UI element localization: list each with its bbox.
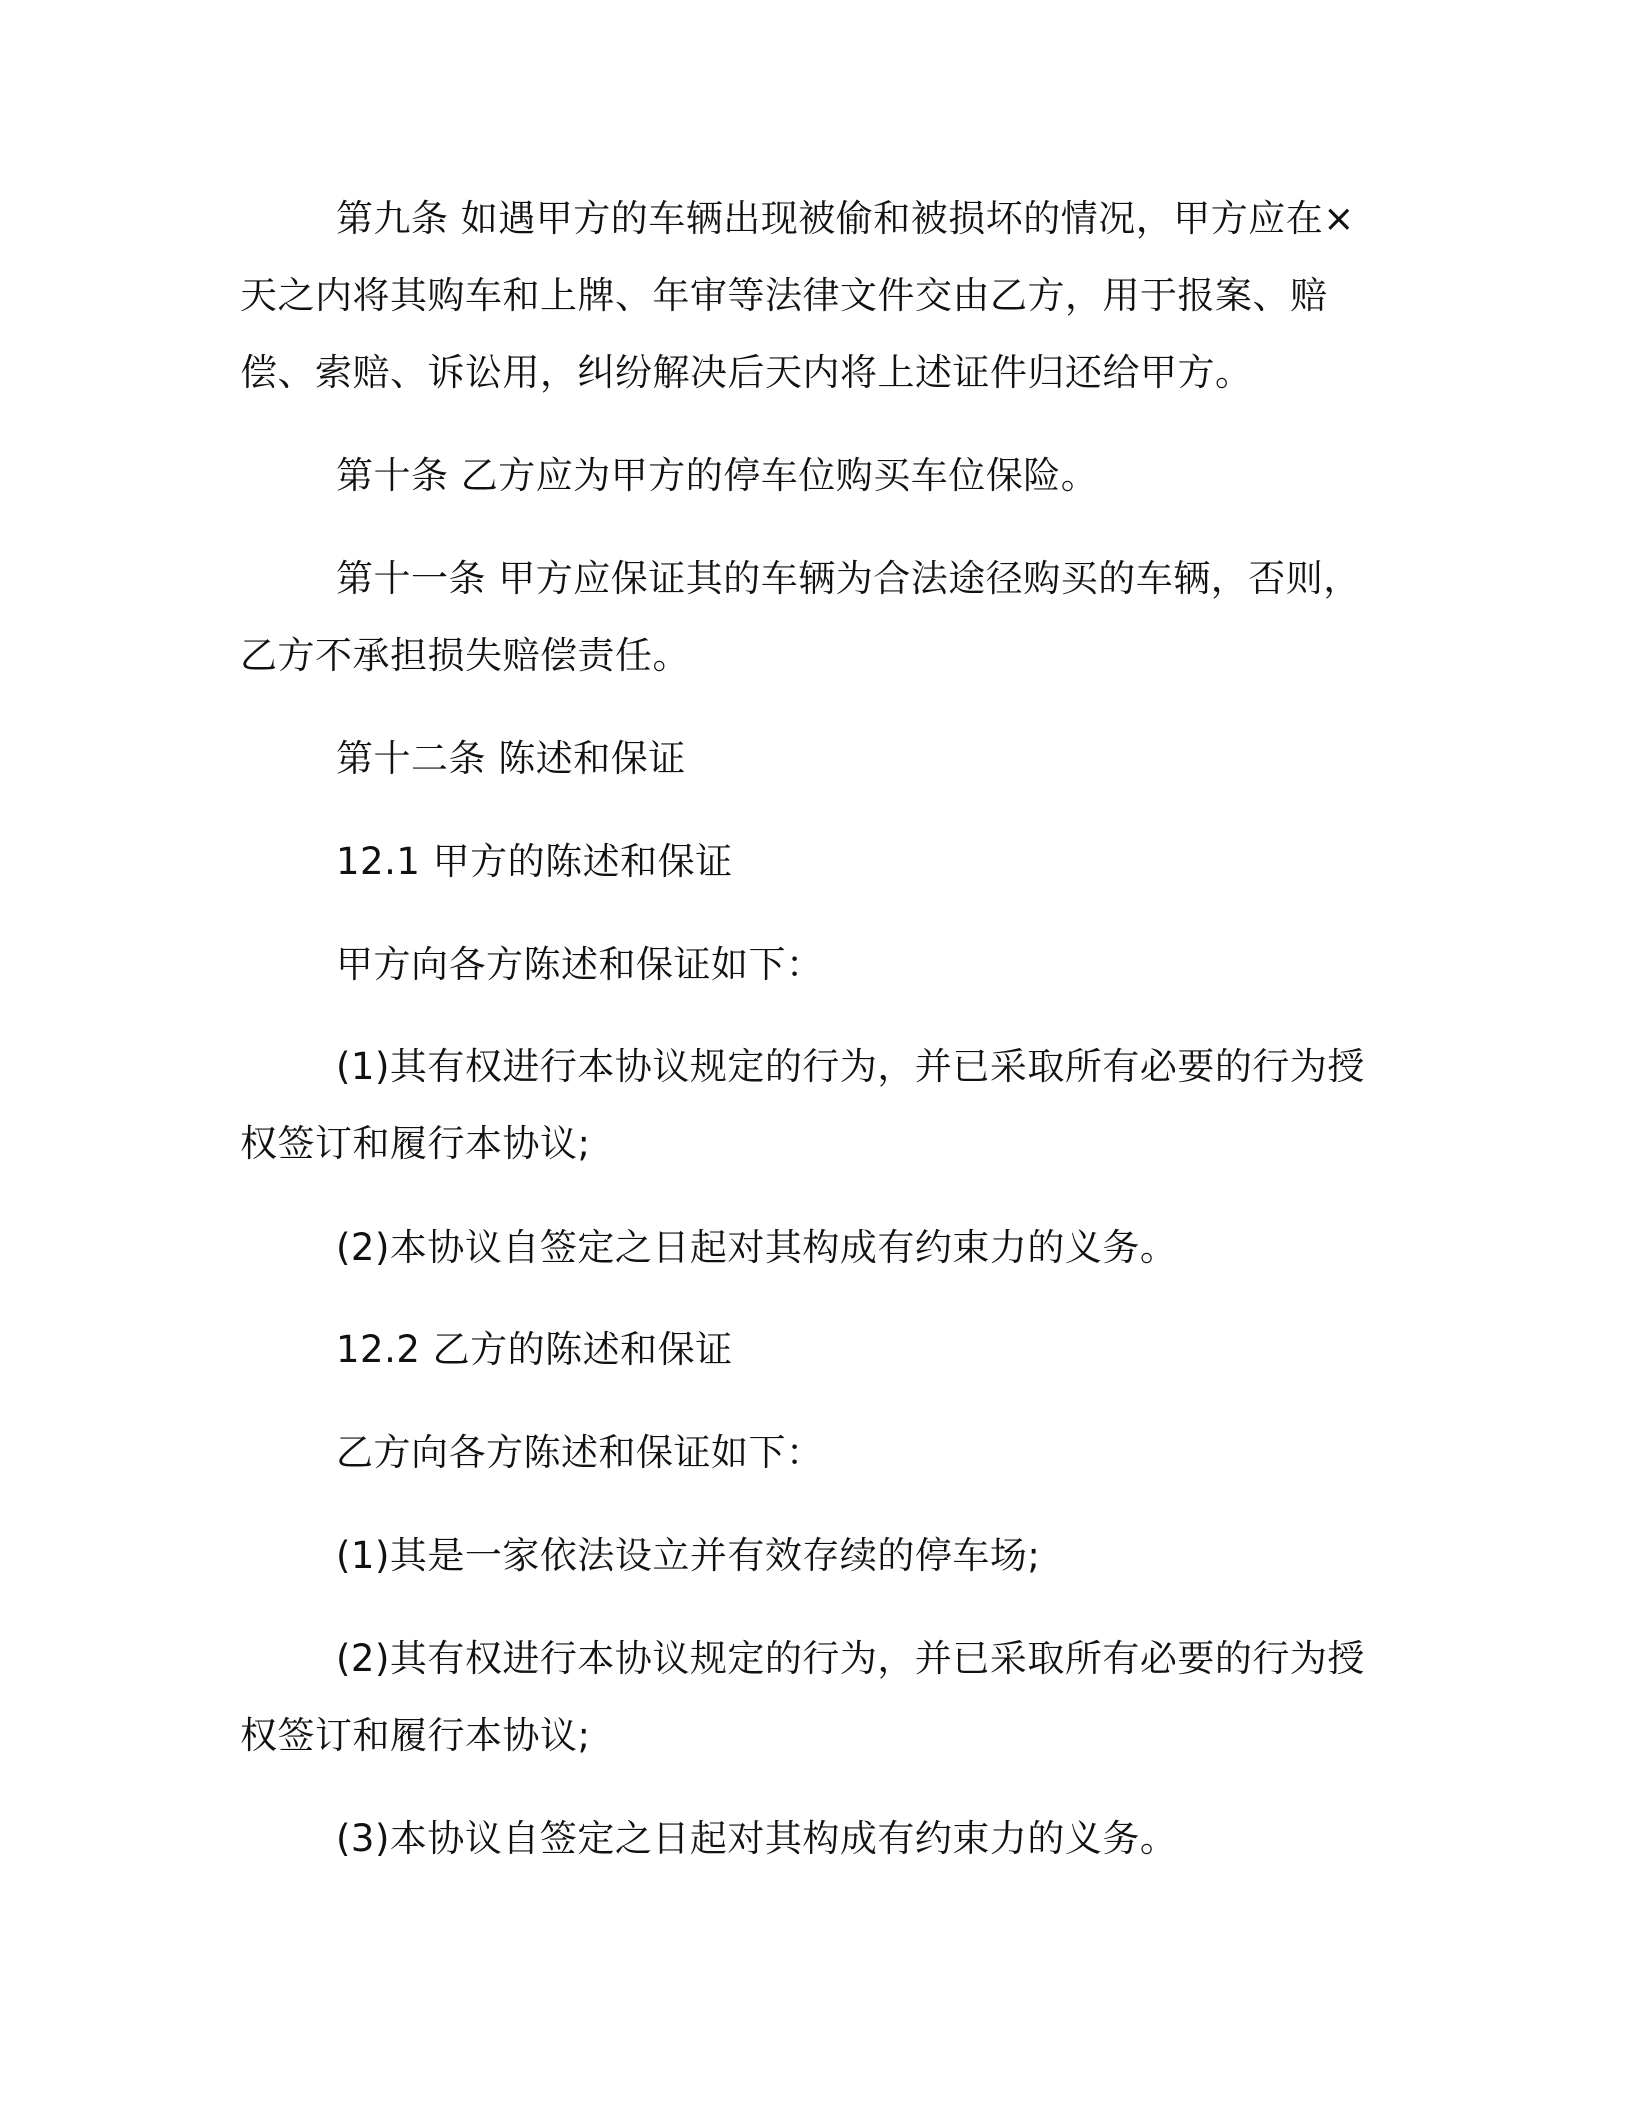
party-b-item-1: (1)其是一家依法设立并有效存续的停车场;: [336, 1534, 1041, 1577]
party-a-item-1: (1)其有权进行本协议规定的行为，并已采取所有必要的行为授权签订和履行本协议;: [240, 1045, 1365, 1165]
party-a-item-2: (2)本协议自签定之日起对其构成有约束力的义务。: [336, 1226, 1178, 1269]
party-b-item-3: (3)本协议自签定之日起对其构成有约束力的义务。: [336, 1817, 1178, 1860]
section-12-1-heading: 12.1 甲方的陈述和保证: [336, 840, 733, 883]
party-b-item-2: (2)其有权进行本协议规定的行为，并已采取所有必要的行为授权签订和履行本协议;: [240, 1637, 1365, 1757]
article-12-heading: 第十二条 陈述和保证: [336, 737, 686, 780]
article-10-paragraph: 第十条 乙方应为甲方的停车位购买车位保险。: [336, 454, 1099, 497]
section-12-2-heading: 12.2 乙方的陈述和保证: [336, 1328, 733, 1371]
article-9-paragraph: 第九条 如遇甲方的车辆出现被偷和被损坏的情况，甲方应在×天之内将其购车和上牌、年审等法律文件交由乙方，用于报案、赔偿、索赔、诉讼用，纠纷解决后天内将上述证件归还给甲方。: [240, 197, 1355, 394]
article-11-paragraph: 第十一条 甲方应保证其的车辆为合法途径购买的车辆，否则，乙方不承担损失赔偿责任。: [240, 557, 1361, 677]
party-b-statement-intro: 乙方向各方陈述和保证如下：: [336, 1431, 824, 1474]
party-a-statement-intro: 甲方向各方陈述和保证如下：: [336, 943, 824, 986]
